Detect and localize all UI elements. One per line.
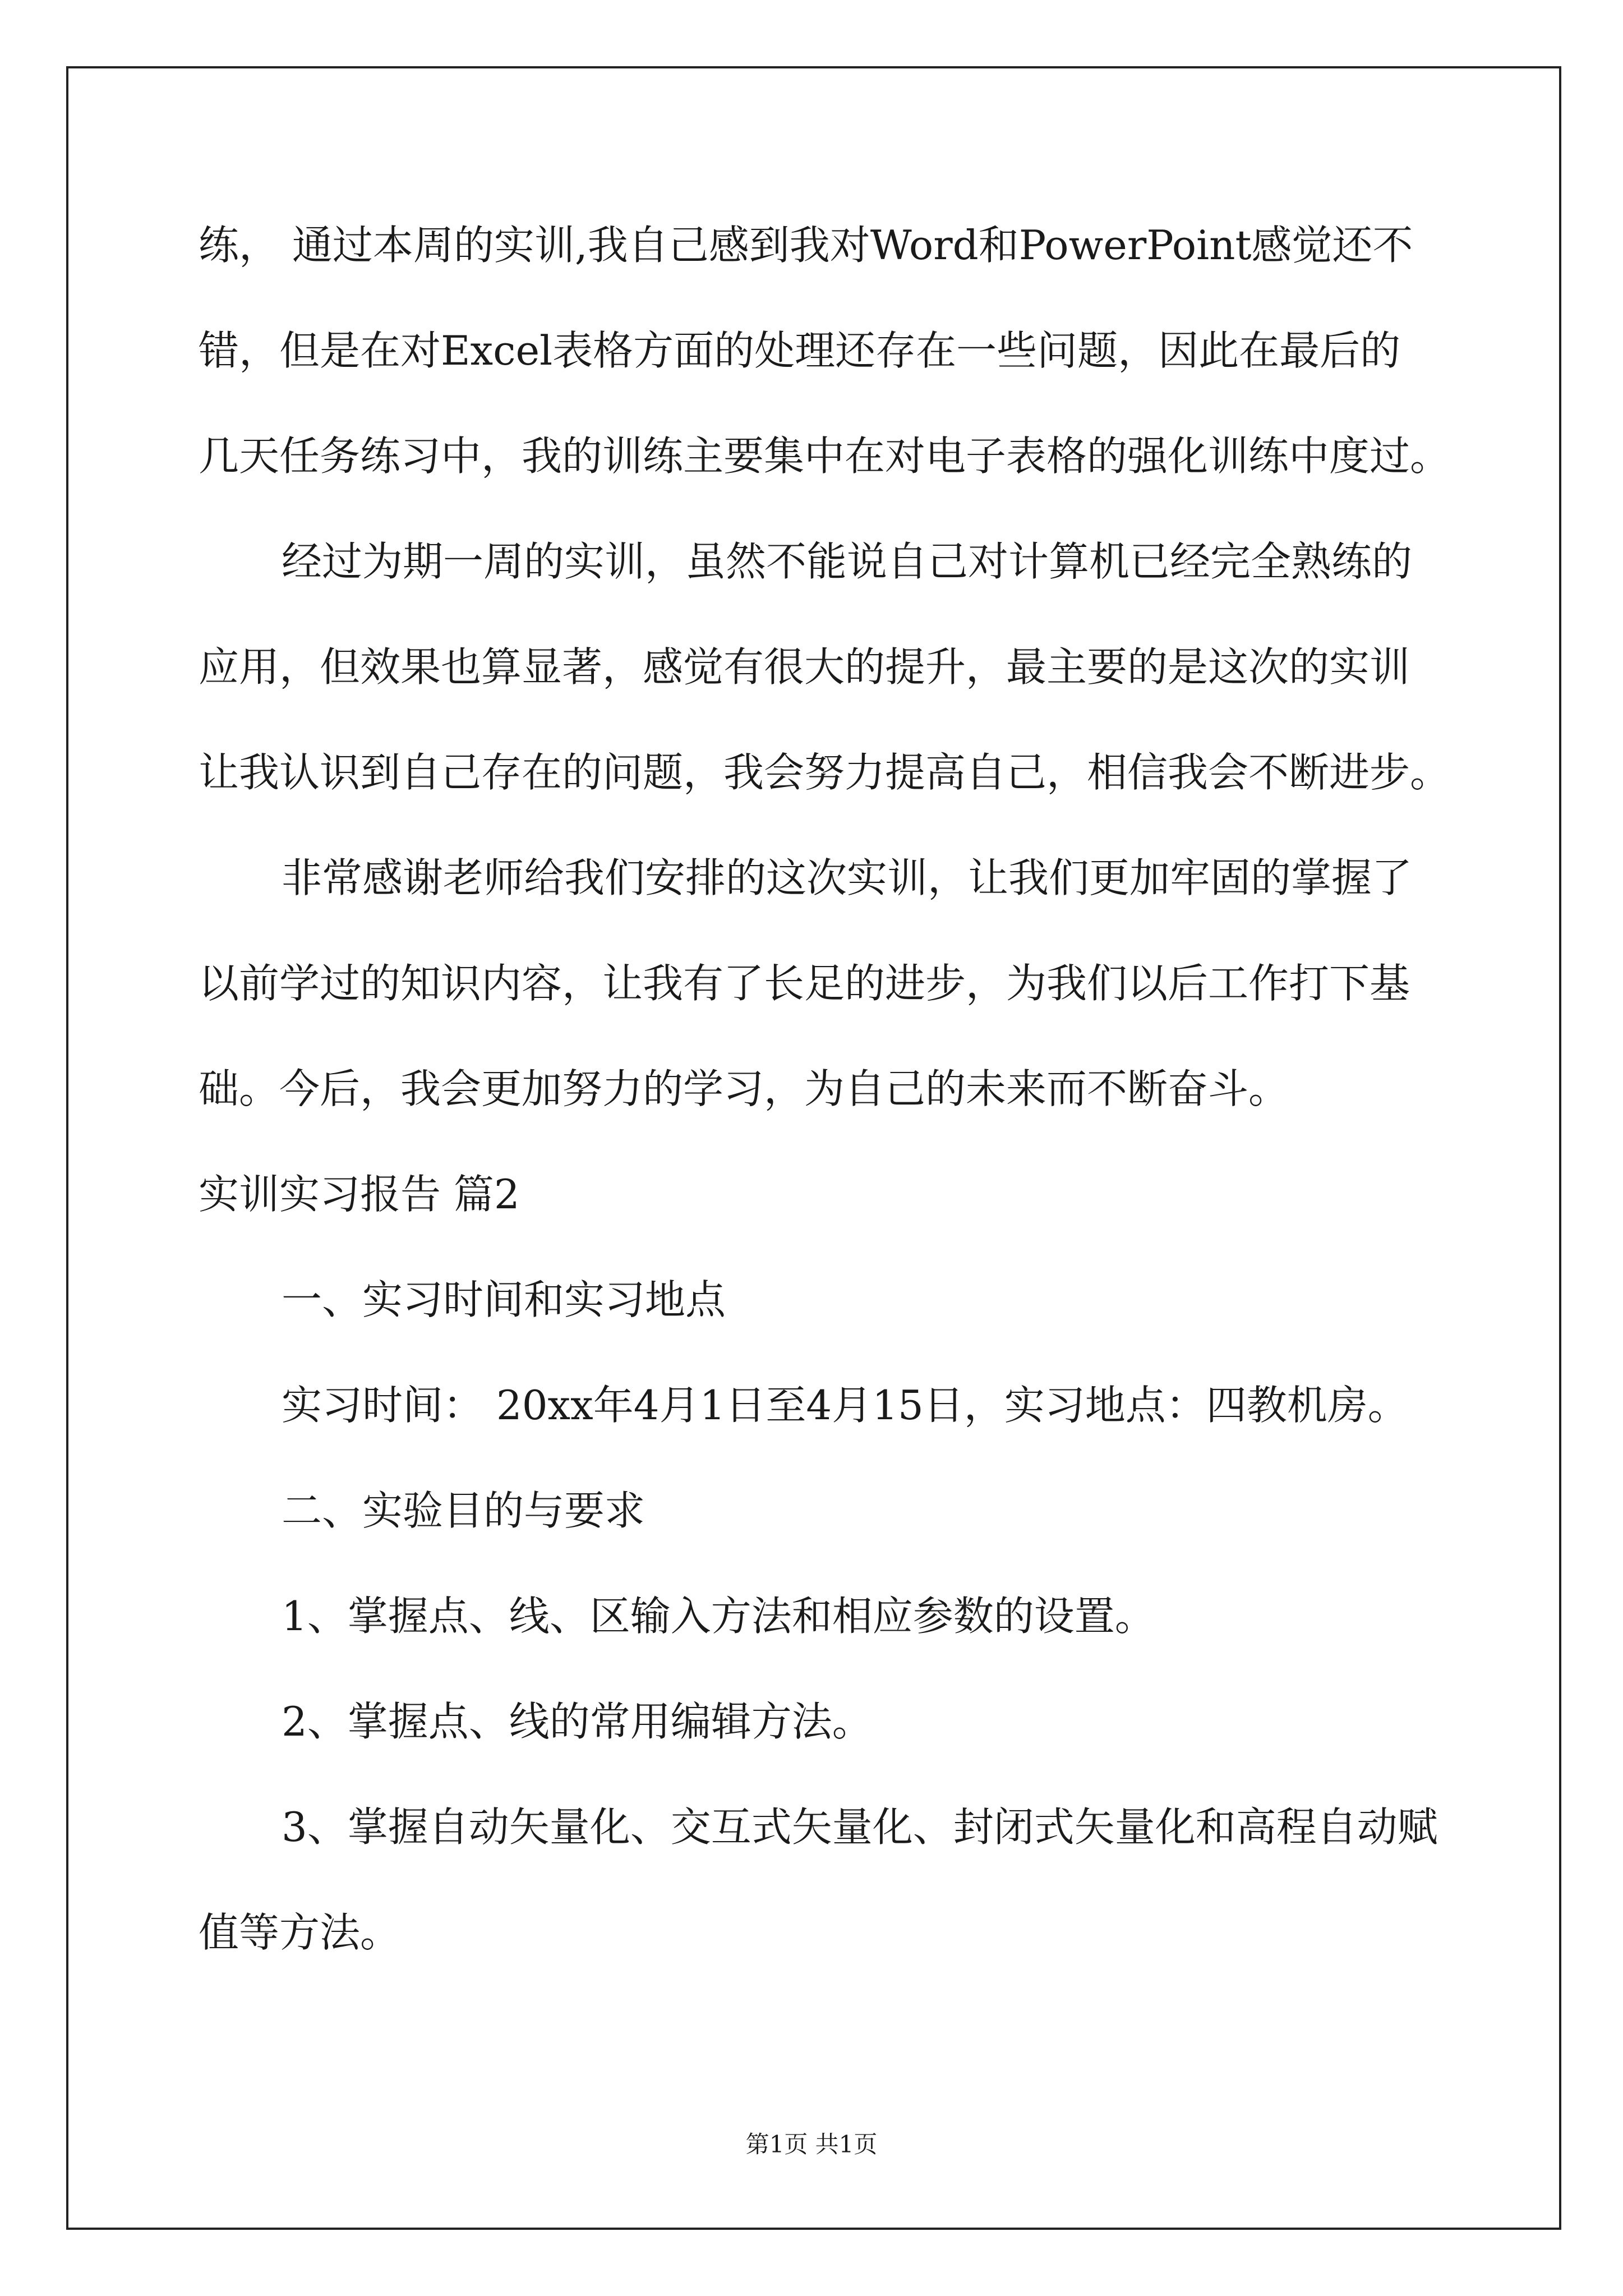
paragraph-line: 经过为期一周的实训，虽然不能说自己对计算机已经完全熟练的 [282, 538, 1413, 585]
paragraph-line: 非常感谢老师给我们安排的这次实训，让我们更加牢固的掌握了 [282, 854, 1413, 901]
list-item: 1、掌握点、线、区输入方法和相应参数的设置。 [282, 1593, 1155, 1640]
list-item-continuation: 值等方法。 [199, 1909, 401, 1956]
paragraph-line: 练， 通过本周的实训,我自己感到我对Word和PowerPoint感觉还不 [199, 222, 1413, 269]
subsection-heading: 二、实验目的与要求 [282, 1487, 645, 1534]
paragraph-line: 础。今后，我会更加努力的学习，为自己的未来而不断奋斗。 [199, 1065, 1289, 1112]
list-item: 2、掌握点、线的常用编辑方法。 [282, 1698, 873, 1745]
paragraph-line: 应用，但效果也算显著，感觉有很大的提升，最主要的是这次的实训 [199, 643, 1410, 691]
paragraph-line: 几天任务练习中，我的训练主要集中在对电子表格的强化训练中度过。 [199, 432, 1451, 480]
subsection-heading: 一、实习时间和实习地点 [282, 1276, 726, 1323]
section-heading: 实训实习报告 篇2 [199, 1171, 520, 1218]
list-item: 3、掌握自动矢量化、交互式矢量化、封闭式矢量化和高程自动赋 [282, 1803, 1438, 1851]
page-footer: 第1页 共1页 [745, 2131, 878, 2158]
paragraph-line: 错，但是在对Excel表格方面的处理还存在一些问题，因此在最后的 [199, 327, 1401, 374]
paragraph-line: 实习时间： 20xx年4月1日至4月15日，实习地点：四教机房。 [282, 1382, 1408, 1429]
paragraph-line: 让我认识到自己存在的问题，我会努力提高自己，相信我会不断进步。 [199, 749, 1451, 796]
paragraph-line: 以前学过的知识内容，让我有了长足的进步，为我们以后工作打下基 [199, 960, 1410, 1007]
